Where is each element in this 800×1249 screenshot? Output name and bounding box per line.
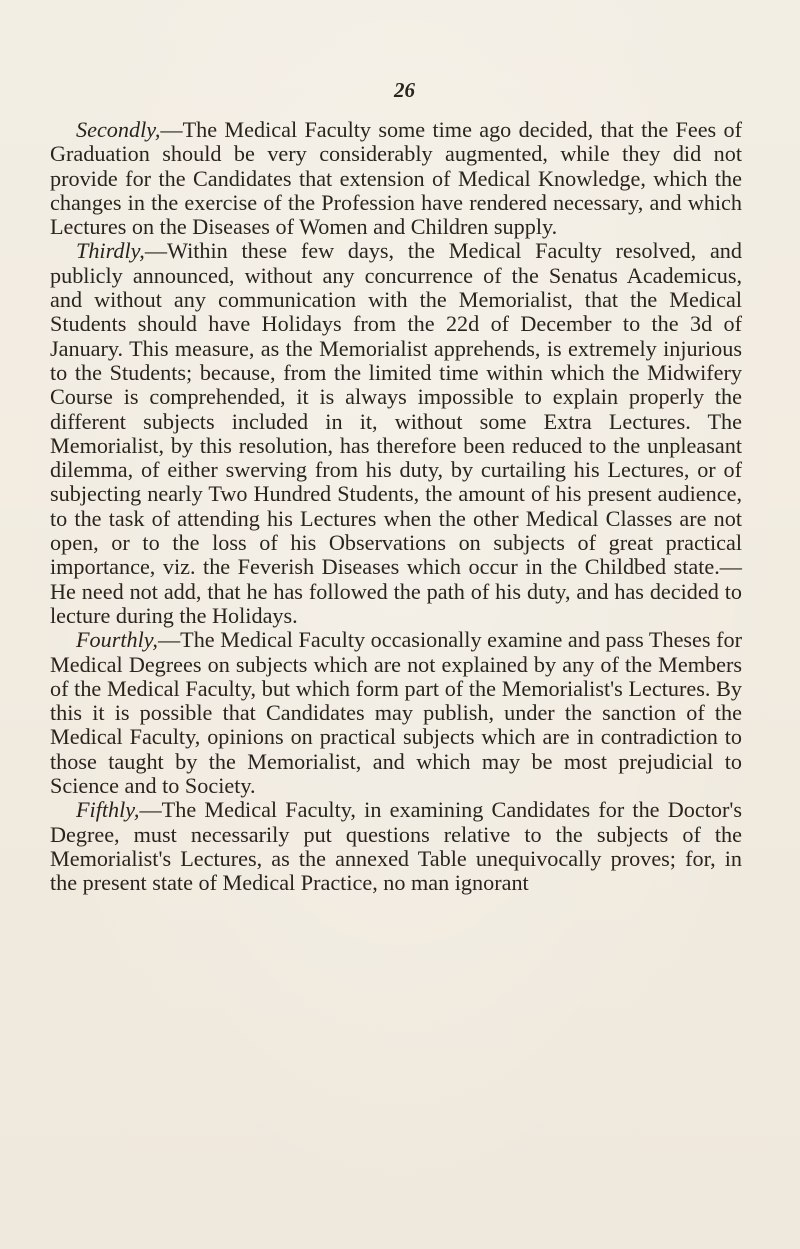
- page-number: 26: [394, 78, 415, 102]
- paragraph-secondly: [50, 118, 742, 239]
- paragraph-body: —The Medical Faculty occasionally examine and pass Theses for Medical Degrees on subjects which are not explained by any of the Members of the Medical Faculty, but which form part of the Memorialist's Lectures. By this it is possible that Candidates may publish, under the sanction of the Medical Faculty, opinions on practical subjects which are in contradiction to those taught by the Memorialist, and which may be most prejudicial to Science and to Society.: [50, 627, 742, 799]
- paragraph-thirdly: [50, 239, 742, 628]
- paragraph-lead: Secondly,: [76, 117, 161, 142]
- body-text: [50, 118, 742, 896]
- paragraph-lead: Fourthly,: [76, 627, 158, 653]
- paragraph-body: —Within these few days, the Medical Faculty resolved, and publicly announced, without any concurrence of the Senatus Academicus, and without any communication with the Memorialist, that the Medical Students should have Holidays from the 22d of December to the 3d of January. This measure, as the Memorialist apprehends, is extremely injurious to the Students; because, from the limited time within which the Midwifery Course is comprehended, it is always impossible to explain properly the different subjects included in it, without some Extra Lectures. The Memorialist, by this resolution, has therefore been reduced to the unpleasant dilemma, of either swerving from his duty, by curtailing his Lectures, or of subjecting nearly Two Hundred Students, the amount of his present audience, to the task of attending his Lectures when the other Medical Classes are not open, or to the loss of his Observations on subjects of great practical importance, viz. the Feverish Diseases which occur in the Childbed state.— He need not add, that he has followed the path of his duty, and has decided to lecture during the Holidays.: [50, 238, 742, 628]
- paragraph-lead: Thirdly,: [76, 238, 145, 264]
- paragraph-fourthly: [50, 628, 742, 798]
- paragraph-body: —The Medical Faculty some time ago decided, that the Fees of Graduation should be very considerably augmented, while they did not provide for the Candidates that extension of Medical Knowledge, which the changes in the exercise of the Profession have rendered necessary, and which Lectures on the Diseases of Women and Children supply.: [50, 117, 742, 240]
- paragraph-fifthly: [50, 798, 742, 895]
- paragraph-body: —The Medical Faculty, in examining Candidates for the Doctor's Degree, must necessarily put questions relative to the subjects of the Memorialist's Lectures, as the annexed Table unequivocally proves; for, in the present state of Medical Practice, no man ignorant: [50, 797, 742, 896]
- paragraph-lead: Fifthly,: [76, 797, 140, 823]
